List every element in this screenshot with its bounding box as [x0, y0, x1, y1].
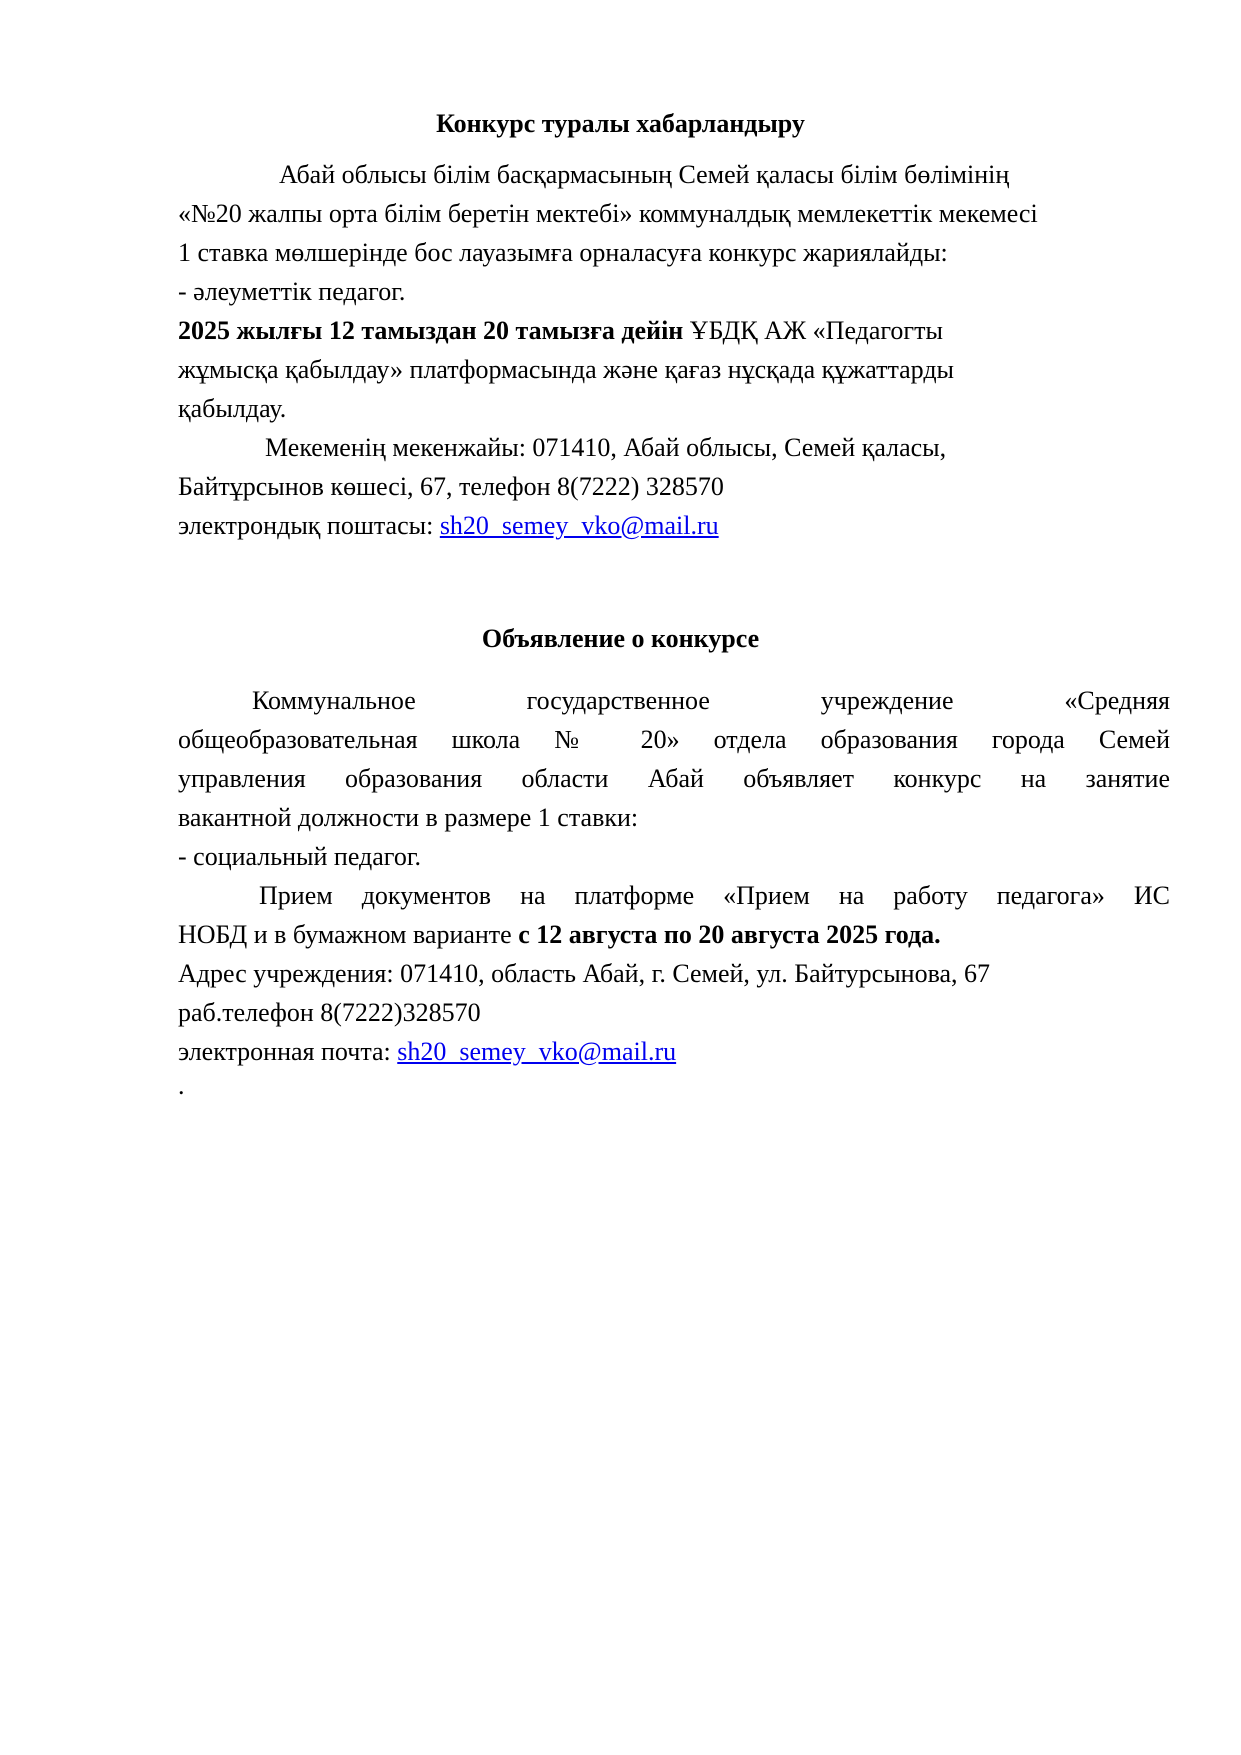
ru-intro-line-2: общеобразовательная школа № 20» отдела образования города Семей [178, 725, 1170, 754]
ru-docs-bold: с 12 августа по 20 августа 2025 года. [518, 920, 941, 949]
kz-body [178, 155, 1170, 545]
kz-dates-line [178, 311, 1170, 350]
ru-trailing-dot: . [178, 1071, 185, 1100]
ru-intro-line-1: Коммунальное государственное учреждение «Средняя [252, 686, 1170, 715]
ru-email-label: электронная почта: [178, 1037, 398, 1066]
kz-intro-line-2: «№20 жалпы орта білім беретін мектебі» коммуналдық мемлекеттік мекемесі [178, 199, 1038, 228]
kz-platform-line-2: жұмысқа қабылдау» платформасында және қағаз нұсқада құжаттарды [178, 355, 955, 384]
kz-email-label: электрондық поштасы: [178, 511, 440, 540]
ru-address: Адрес учреждения: 071410, область Абай, г. Семей, ул. Байтурсынова, 67 [178, 959, 991, 988]
kz-dates-rest: ҰБДҚ АЖ «Педагогты [683, 316, 943, 345]
ru-intro-line-4: вакантной должности в размере 1 ставки: [178, 803, 639, 832]
ru-email-link[interactable]: sh20_semey_vko@mail.ru [397, 1037, 677, 1066]
kz-intro-line-1: Абай облысы білім басқармасының Семей қаласы білім бөлімінің [279, 160, 1010, 189]
ru-intro-line-3: управления образования области Абай объявляет конкурс на занятие [178, 764, 1170, 793]
ru-docs-plain: НОБД и в бумажном варианте [178, 920, 519, 949]
kz-email-link[interactable]: sh20_semey_vko@mail.ru [439, 511, 719, 540]
kz-platform-line-3: қабылдау. [178, 394, 287, 423]
ru-phone: раб.телефон 8(7222)328570 [178, 998, 481, 1027]
kz-intro-line-3: 1 ставка мөлшерінде бос лауазымға орналасуға конкурс жариялайды: [178, 238, 948, 267]
kz-title: Конкурс туралы хабарландыру [436, 109, 805, 138]
ru-body [178, 681, 1170, 1101]
kz-dates-bold: 2025 жылғы 12 тамыздан 20 тамызға дейін [178, 316, 684, 345]
kz-email-line [178, 506, 1170, 545]
ru-docs-line-1: Прием документов на платформе «Прием на работу педагога» ИС [259, 881, 1170, 910]
ru-email-line [178, 1032, 1170, 1071]
kz-address-line-2: Байтұрсынов көшесі, 67, телефон 8(7222) 328570 [178, 472, 724, 501]
ru-position: - социальный педагог. [178, 842, 422, 871]
kz-position: - әлеуметтік педагог. [178, 277, 406, 306]
kz-address-line-1: Мекеменің мекенжайы: 071410, Абай облысы, Семей қаласы, [265, 433, 947, 462]
ru-title: Объявление о конкурсе [481, 624, 760, 653]
ru-docs-line-2 [178, 915, 1170, 954]
